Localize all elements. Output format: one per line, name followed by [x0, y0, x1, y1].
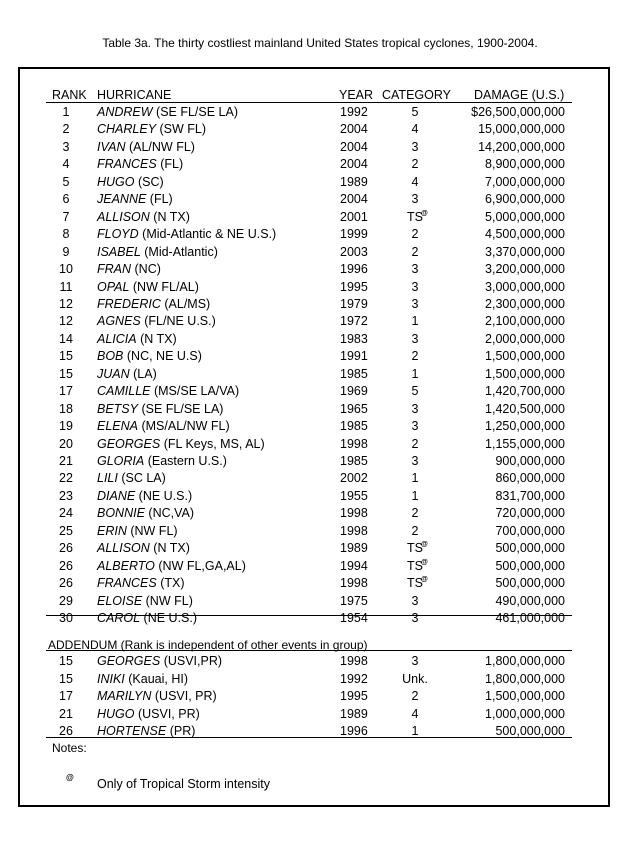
row-category: 2	[411, 523, 419, 538]
row-category: 2	[411, 689, 419, 703]
hurricane-name: ALLISON	[97, 541, 150, 556]
row-hurricane	[97, 122, 206, 136]
hurricane-region: (FL/NE U.S.)	[140, 314, 216, 329]
row-year: 1996	[340, 724, 368, 738]
row-category: 5	[411, 105, 419, 119]
hurricane-region: (NC)	[131, 262, 161, 277]
row-damage: 1,500,000,000	[485, 366, 565, 381]
table-row	[0, 280, 640, 296]
row-rank: 22	[59, 471, 73, 486]
row-damage: 1,420,500,000	[485, 401, 565, 416]
row-year: 1992	[340, 105, 368, 119]
row-damage: 1,800,000,000	[485, 654, 565, 668]
row-hurricane	[97, 506, 194, 520]
table-row	[0, 559, 640, 575]
row-hurricane	[97, 707, 200, 721]
row-rank: 14	[59, 331, 73, 346]
row-category: TS	[407, 576, 423, 591]
row-year: 1998	[340, 576, 368, 591]
row-year: 2004	[340, 122, 368, 137]
row-rank: 5	[62, 174, 70, 189]
table-row	[0, 689, 640, 705]
table-row	[0, 576, 640, 592]
hurricane-name: MARILYN	[97, 689, 152, 703]
hurricane-name: FRAN	[97, 262, 132, 277]
row-hurricane	[97, 262, 161, 276]
hurricane-region: (FL)	[156, 157, 184, 172]
hurricane-name: AGNES	[97, 314, 141, 329]
row-year: 1983	[340, 331, 368, 346]
row-rank: 12	[59, 314, 73, 329]
row-year: 2001	[340, 209, 368, 224]
row-rank: 26	[59, 576, 73, 591]
table-row	[0, 140, 640, 156]
row-category: 1	[411, 724, 419, 738]
hurricane-region: (TX)	[156, 576, 185, 591]
row-year: 1991	[340, 349, 368, 364]
table-row	[0, 471, 640, 487]
hurricane-name: IVAN	[97, 139, 126, 154]
row-damage: 860,000,000	[495, 471, 565, 486]
row-rank: 9	[62, 244, 70, 259]
row-year: 1975	[340, 593, 368, 608]
row-year: 1989	[340, 706, 368, 721]
table-row	[0, 489, 640, 505]
row-rank: 26	[59, 558, 73, 573]
table-row	[0, 654, 640, 670]
row-damage: 500,000,000	[495, 576, 565, 591]
row-year: 1969	[340, 384, 368, 399]
hurricane-name: INIKI	[97, 671, 125, 686]
row-rank: 23	[59, 488, 73, 503]
row-category: 2	[411, 157, 419, 172]
row-damage: 1,250,000,000	[485, 419, 565, 434]
row-damage: 1,155,000,000	[485, 436, 565, 451]
row-year: 1985	[340, 366, 368, 381]
hurricane-region: (N TX)	[149, 209, 190, 224]
tropical-storm-mark-icon: @	[421, 558, 428, 566]
row-category: 3	[411, 296, 419, 311]
row-damage: 3,200,000,000	[485, 262, 565, 277]
row-hurricane	[97, 105, 238, 119]
row-damage: 1,000,000,000	[485, 706, 565, 721]
hurricane-region: (NW FL/AL)	[129, 279, 199, 294]
row-year: 1985	[340, 419, 368, 434]
row-damage: 4,500,000,000	[485, 227, 565, 242]
row-category: 1	[411, 314, 419, 329]
row-rank: 11	[59, 279, 73, 294]
notes-text: Only of Tropical Storm intensity	[97, 777, 270, 791]
row-category: 3	[411, 192, 419, 207]
header-hurricane: HURRICANE	[97, 88, 172, 102]
row-rank: 4	[62, 157, 70, 172]
row-damage: 5,000,000,000	[485, 209, 565, 224]
hurricane-region: (PR)	[166, 724, 196, 738]
row-damage: 8,900,000,000	[485, 157, 565, 172]
row-year: 1994	[340, 558, 368, 573]
hurricane-name: ISABEL	[97, 244, 141, 259]
row-hurricane	[97, 541, 190, 555]
table-row	[0, 210, 640, 226]
hurricane-region: (SE FL/SE LA)	[152, 105, 239, 119]
hurricane-name: GEORGES	[97, 654, 161, 668]
row-year: 1972	[340, 314, 368, 329]
row-rank: 25	[59, 523, 73, 538]
hurricane-name: CAMILLE	[97, 384, 151, 399]
row-rank: 15	[59, 366, 73, 381]
hurricane-name: ERIN	[97, 523, 127, 538]
hurricane-name: HORTENSE	[97, 724, 167, 738]
row-hurricane	[97, 245, 218, 259]
row-category: TS	[407, 541, 423, 556]
hurricane-region: (N TX)	[136, 331, 177, 346]
header-underline	[46, 102, 572, 103]
table-row	[0, 437, 640, 453]
header-rank: RANK	[52, 88, 87, 102]
row-year: 2004	[340, 157, 368, 172]
row-rank: 18	[59, 401, 73, 416]
row-hurricane	[97, 672, 188, 686]
row-hurricane	[97, 140, 195, 154]
row-rank: 20	[59, 436, 73, 451]
row-damage: 461,000,000	[495, 611, 565, 626]
row-hurricane	[97, 594, 193, 608]
row-hurricane	[97, 157, 183, 171]
row-hurricane	[97, 454, 227, 468]
hurricane-region: (SW FL)	[156, 122, 207, 137]
row-category: 3	[411, 419, 419, 434]
row-category: 4	[411, 706, 419, 721]
hurricane-name: FREDERIC	[97, 296, 161, 311]
hurricane-name: DIANE	[97, 488, 136, 503]
table-row	[0, 707, 640, 723]
table-row	[0, 454, 640, 470]
row-category: Unk.	[402, 671, 428, 686]
hurricane-region: (NE U.S.)	[140, 611, 198, 626]
row-damage: 6,900,000,000	[485, 192, 565, 207]
row-year: 1954	[340, 611, 368, 626]
hurricane-name: FLOYD	[97, 227, 139, 242]
tropical-storm-mark-icon: @	[421, 209, 428, 217]
hurricane-region: (NW FL)	[142, 593, 193, 608]
hurricane-region: (SC LA)	[117, 471, 166, 486]
row-damage: 14,200,000,000	[478, 139, 565, 154]
row-category: 3	[411, 654, 419, 668]
row-hurricane	[97, 297, 210, 311]
hurricane-region: (N TX)	[149, 541, 190, 556]
row-hurricane	[97, 611, 197, 625]
row-hurricane	[97, 367, 157, 381]
tropical-storm-mark-icon: @	[66, 773, 74, 782]
row-hurricane	[97, 192, 173, 206]
row-hurricane	[97, 471, 166, 485]
row-hurricane	[97, 524, 178, 538]
hurricane-name: BETSY	[97, 401, 138, 416]
row-rank: 15	[59, 349, 73, 364]
tropical-storm-mark-icon: @	[421, 576, 428, 584]
hurricane-name: CAROL	[97, 611, 141, 626]
row-year: 1965	[340, 401, 368, 416]
row-category: 2	[411, 506, 419, 521]
row-category: 3	[411, 611, 419, 626]
table-row	[0, 506, 640, 522]
row-year: 2004	[340, 139, 368, 154]
table-row	[0, 419, 640, 435]
row-damage: 900,000,000	[495, 454, 565, 468]
hurricane-region: (USVI, PR)	[134, 706, 200, 721]
row-category: 3	[411, 262, 419, 277]
hurricane-name: ALICIA	[97, 331, 137, 346]
row-rank: 7	[62, 209, 70, 224]
hurricane-region: (AL/NW FL)	[125, 139, 195, 154]
row-rank: 30	[59, 611, 73, 626]
hurricane-name: GEORGES	[97, 436, 161, 451]
hurricane-region: (Eastern U.S.)	[144, 454, 227, 468]
row-damage: 7,000,000,000	[485, 174, 565, 189]
row-hurricane	[97, 314, 216, 328]
row-rank: 26	[59, 541, 73, 556]
row-hurricane	[97, 576, 185, 590]
row-rank: 17	[59, 384, 73, 399]
table-row	[0, 402, 640, 418]
hurricane-name: JEANNE	[97, 192, 147, 207]
table-row	[0, 192, 640, 208]
row-hurricane	[97, 332, 177, 346]
row-year: 1998	[340, 506, 368, 521]
tropical-storm-mark-icon: @	[421, 541, 428, 549]
row-rank: 19	[59, 419, 73, 434]
table-row	[0, 227, 640, 243]
hurricane-region: (LA)	[129, 366, 157, 381]
row-category: 3	[411, 454, 419, 468]
row-hurricane	[97, 227, 276, 241]
row-category: 2	[411, 227, 419, 242]
row-damage: 490,000,000	[495, 593, 565, 608]
row-rank: 21	[59, 706, 73, 721]
row-category: 2	[411, 244, 419, 259]
row-category: 1	[411, 471, 419, 486]
row-hurricane	[97, 384, 239, 398]
row-year: 1989	[340, 541, 368, 556]
hurricane-name: GLORIA	[97, 454, 145, 468]
row-year: 1998	[340, 523, 368, 538]
hurricane-region: (FL Keys, MS, AL)	[160, 436, 265, 451]
hurricane-name: ANDREW	[97, 105, 153, 119]
row-rank: 26	[59, 724, 73, 738]
hurricane-region: (MS/SE LA/VA)	[150, 384, 240, 399]
row-category: 3	[411, 331, 419, 346]
row-damage: 2,300,000,000	[485, 296, 565, 311]
row-category: 4	[411, 122, 419, 137]
row-hurricane	[97, 175, 164, 189]
table-row	[0, 314, 640, 330]
table-row	[0, 524, 640, 540]
row-damage: 15,000,000,000	[478, 122, 565, 137]
hurricane-region: (SE FL/SE LA)	[138, 401, 224, 416]
hurricane-name: BOB	[97, 349, 124, 364]
row-category: 2	[411, 349, 419, 364]
row-hurricane	[97, 402, 223, 416]
row-damage: 1,500,000,000	[485, 689, 565, 703]
row-damage: 1,500,000,000	[485, 349, 565, 364]
row-rank: 15	[59, 654, 73, 668]
row-damage: 3,370,000,000	[485, 244, 565, 259]
hurricane-name: FRANCES	[97, 576, 157, 591]
row-damage: $26,500,000,000	[471, 105, 565, 119]
hurricane-region: (Kauai, HI)	[124, 671, 189, 686]
table-row	[0, 297, 640, 313]
row-damage: 3,000,000,000	[485, 279, 565, 294]
row-year: 1998	[340, 436, 368, 451]
row-year: 1998	[340, 654, 368, 668]
row-year: 1995	[340, 689, 368, 703]
main-table-bottom-rule	[46, 615, 572, 616]
row-hurricane	[97, 689, 217, 703]
row-category: 3	[411, 279, 419, 294]
row-rank: 17	[59, 689, 73, 703]
table-row	[0, 245, 640, 261]
table-row	[0, 105, 640, 121]
hurricane-region: (NC,VA)	[144, 506, 195, 521]
row-hurricane	[97, 210, 190, 224]
row-category: TS	[407, 209, 423, 224]
table-row	[0, 672, 640, 688]
row-category: 2	[411, 436, 419, 451]
hurricane-region: (FL)	[146, 192, 173, 207]
row-rank: 1	[62, 105, 70, 119]
hurricane-region: (SC)	[134, 174, 164, 189]
row-rank: 29	[59, 593, 73, 608]
table-row	[0, 175, 640, 191]
row-hurricane	[97, 437, 265, 451]
hurricane-name: HUGO	[97, 706, 135, 721]
hurricane-name: ALBERTO	[97, 558, 155, 573]
addendum-label: ADDENDUM (Rank is independent of other events in group)	[48, 638, 368, 652]
row-year: 2002	[340, 471, 368, 486]
row-category: 3	[411, 139, 419, 154]
row-damage: 831,700,000	[495, 488, 565, 503]
row-damage: 700,000,000	[495, 523, 565, 538]
row-damage: 500,000,000	[495, 558, 565, 573]
row-year: 1955	[340, 488, 368, 503]
hurricane-name: ALLISON	[97, 209, 150, 224]
hurricane-name: LILI	[97, 471, 118, 486]
table-row	[0, 541, 640, 557]
hurricane-name: OPAL	[97, 279, 130, 294]
hurricane-name: BONNIE	[97, 506, 145, 521]
row-category: 1	[411, 488, 419, 503]
table-row	[0, 594, 640, 610]
row-rank: 24	[59, 506, 73, 521]
row-hurricane	[97, 419, 230, 433]
row-damage: 2,000,000,000	[485, 331, 565, 346]
hurricane-region: (AL/MS)	[160, 296, 211, 311]
row-category: TS	[407, 558, 423, 573]
table-row	[0, 384, 640, 400]
row-hurricane	[97, 489, 192, 503]
table-row	[0, 157, 640, 173]
row-rank: 21	[59, 454, 73, 468]
row-damage: 1,800,000,000	[485, 671, 565, 686]
row-rank: 10	[59, 262, 73, 277]
row-category: 3	[411, 401, 419, 416]
row-year: 1989	[340, 174, 368, 189]
hurricane-region: (Mid-Atlantic & NE U.S.)	[138, 227, 277, 242]
hurricane-name: FRANCES	[97, 157, 157, 172]
row-rank: 6	[62, 192, 70, 207]
table-row	[0, 332, 640, 348]
row-rank: 3	[62, 139, 70, 154]
row-year: 2003	[340, 244, 368, 259]
row-rank: 2	[62, 122, 70, 137]
row-year: 1985	[340, 454, 368, 468]
hurricane-region: (MS/AL/NW FL)	[138, 419, 230, 434]
table-row	[0, 349, 640, 365]
row-year: 1979	[340, 296, 368, 311]
row-hurricane	[97, 280, 199, 294]
notes-label: Notes:	[52, 741, 87, 755]
row-hurricane	[97, 724, 195, 738]
row-rank: 15	[59, 671, 73, 686]
row-category: 5	[411, 384, 419, 399]
hurricane-region: (NW FL)	[126, 523, 178, 538]
hurricane-region: (USVI,PR)	[160, 654, 223, 668]
row-year: 1995	[340, 279, 368, 294]
row-hurricane	[97, 654, 222, 668]
row-category: 4	[411, 174, 419, 189]
hurricane-region: (NW FL,GA,AL)	[154, 558, 246, 573]
row-damage: 500,000,000	[495, 541, 565, 556]
table-title: Table 3a. The thirty costliest mainland United States tropical cyclones, 1900-2004.	[102, 36, 538, 50]
header-year: YEAR	[339, 88, 374, 102]
table-row	[0, 122, 640, 138]
addendum-bottom-rule	[46, 737, 572, 738]
row-year: 2004	[340, 192, 368, 207]
hurricane-name: HUGO	[97, 174, 135, 189]
hurricane-name: CHARLEY	[97, 122, 157, 137]
row-hurricane	[97, 349, 202, 363]
row-rank: 12	[59, 296, 73, 311]
header-damage: DAMAGE (U.S.)	[474, 88, 565, 102]
row-category: 3	[411, 593, 419, 608]
hurricane-name: JUAN	[97, 366, 130, 381]
row-year: 1999	[340, 227, 368, 242]
row-year: 1996	[340, 262, 368, 277]
row-damage: 720,000,000	[495, 506, 565, 521]
row-year: 1992	[340, 671, 368, 686]
hurricane-region: (NE U.S.)	[135, 488, 193, 503]
hurricane-region: (NC, NE U.S)	[123, 349, 202, 364]
row-damage: 500,000,000	[495, 724, 565, 738]
table-row	[0, 611, 640, 627]
row-rank: 8	[62, 227, 70, 242]
row-damage: 2,100,000,000	[485, 314, 565, 329]
hurricane-region: (Mid-Atlantic)	[140, 244, 218, 259]
row-category: 1	[411, 366, 419, 381]
header-category: CATEGORY	[382, 88, 451, 102]
row-hurricane	[97, 559, 246, 573]
hurricane-name: ELOISE	[97, 593, 143, 608]
row-damage: 1,420,700,000	[485, 384, 565, 399]
table-row	[0, 367, 640, 383]
hurricane-name: ELENA	[97, 419, 138, 434]
addendum-rule	[46, 650, 572, 651]
table-row	[0, 262, 640, 278]
hurricane-region: (USVI, PR)	[151, 689, 217, 703]
